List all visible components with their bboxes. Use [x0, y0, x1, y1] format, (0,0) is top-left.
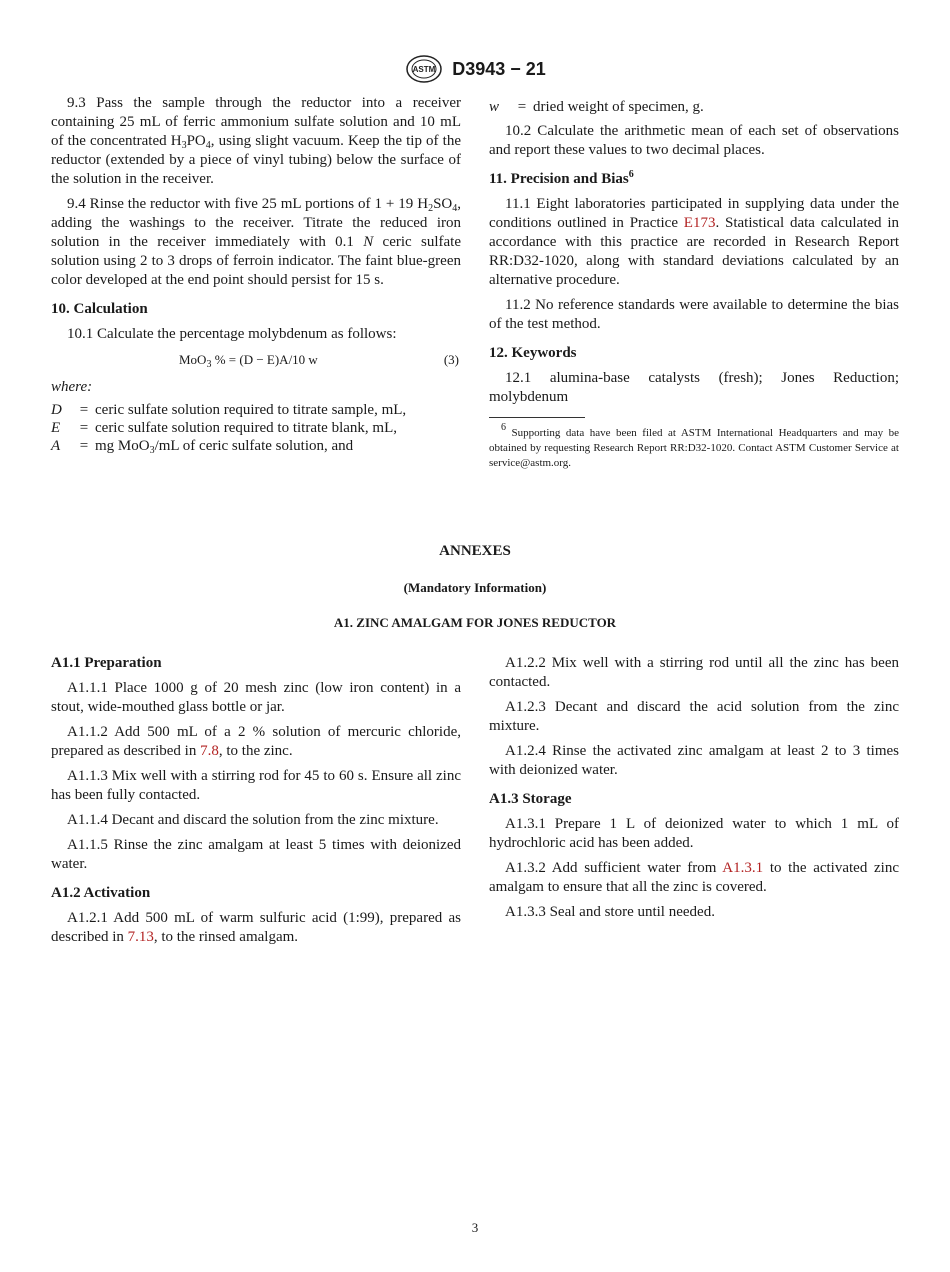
left-column-bottom: [51, 654, 461, 953]
definition-e: E = ceric sulfate solution required to titrate blank, mL,: [51, 420, 397, 436]
equation-number: (3): [443, 352, 459, 367]
definition-d: D = ceric sulfate solution required to titrate sample, mL,: [51, 402, 407, 418]
paragraph-a1-3-3: A1.3.3 Seal and store until needed.: [505, 904, 715, 920]
paragraph-11-1: 11.1 Eight laboratories participated in supplying data under the conditions outlined in Practice E173. Statistical data calculated in accordance with this practice are recorded in Research Report RR:D32-1020, along with standard deviations calculated by an alternative procedure.: [489, 196, 899, 288]
page-header: [0, 54, 950, 84]
paragraph-a1-2-3: A1.2.3 Decant and discard the acid solution from the zinc mixture.: [489, 699, 899, 734]
reference-link-a1-3-1[interactable]: A1.3.1: [722, 860, 764, 876]
section-heading-precision-bias: 11. Precision and Bias$^6$: [489, 169, 634, 187]
paragraph-a1-1-2: A1.1.2 Add 500 mL of a 2 % solution of mercuric chloride, prepared as described in 7.8, to the zinc.: [51, 724, 461, 759]
paragraph-9-4: 9.4 Rinse the reductor with five 25 mL portions of 1 + 19 $H_2SO_4$, adding the washings to the receiver. Titrate the reduced iron solution in the receiver immediately with 0.1 N ceric sulfate solution using 2 to 3 drops of ferroin indicator. The faint blue-green color developed at the end point should persist for 15 s.: [51, 196, 461, 288]
paragraph-a1-3-1: A1.3.1 Prepare 1 L of deionized water to which 1 mL of hydrochloric acid has been added.: [489, 816, 899, 851]
page-number: 3: [471, 1220, 479, 1235]
paragraph-a1-3-2: A1.3.2 Add sufficient water from A1.3.1 to the activated zinc amalgam to ensure that all the zinc is covered.: [489, 860, 899, 895]
paragraph-a1-2-1: A1.2.1 Add 500 mL of warm sulfuric acid (1:99), prepared as described in 7.13, to the rinsed amalgam.: [51, 910, 461, 945]
section-heading-activation: A1.2 Activation: [51, 885, 151, 901]
definition-a: A = mg MoO$_3$/mL of ceric sulfate solution, and: [51, 438, 354, 456]
right-column-top: [489, 98, 899, 471]
section-heading-calculation: 10. Calculation: [51, 301, 148, 317]
reference-link-7-8[interactable]: 7.8: [200, 743, 219, 759]
section-heading-keywords: 12. Keywords: [489, 345, 577, 361]
right-column-bottom: [489, 654, 899, 928]
paragraph-a1-1-4: A1.1.4 Decant and discard the solution from the zinc mixture.: [67, 812, 439, 828]
where-label: where:: [51, 379, 93, 395]
section-heading-preparation: A1.1 Preparation: [51, 655, 162, 671]
paragraph-a1-1-1: A1.1.1 Place 1000 g of 20 mesh zinc (low iron content) in a stout, wide-mouthed glass bottle or jar.: [51, 680, 461, 715]
astm-logo-icon: [404, 54, 444, 84]
paragraph-a1-2-4: A1.2.4 Rinse the activated zinc amalgam at least 2 to 3 times with deionized water.: [489, 743, 899, 778]
svg-text:ASTM: ASTM: [412, 65, 436, 74]
paragraph-a1-1-3: A1.1.3 Mix well with a stirring rod for 45 to 60 s. Ensure all zinc has been fully contacted.: [51, 768, 461, 803]
paragraph-12-1: 12.1 alumina-base catalysts (fresh); Jones Reduction; molybdenum: [489, 370, 899, 405]
paragraph-a1-2-2: A1.2.2 Mix well with a stirring rod until all the zinc has been contacted.: [489, 655, 899, 690]
section-heading-storage: A1.3 Storage: [489, 791, 572, 807]
definition-w: w = dried weight of specimen, g.: [489, 99, 704, 115]
annex-a1-title: A1. ZINC AMALGAM FOR JONES REDUCTOR: [333, 615, 617, 630]
reference-link-7-13[interactable]: 7.13: [127, 929, 154, 945]
paragraph-10-2: 10.2 Calculate the arithmetic mean of each set of observations and report these values to two decimal places.: [489, 123, 899, 158]
paragraph-11-2: 11.2 No reference standards were available to determine the bias of the test method.: [489, 297, 899, 332]
footnote-divider: [489, 417, 585, 418]
footnote-6: $^6$ Supporting data have been filed at ASTM International Headquarters and may be obtained by requesting Research Report RR:D32-1020. Contact ASTM Customer Service at service@astm.org.: [489, 422, 899, 469]
left-column-top: [51, 94, 461, 455]
reference-link-e173[interactable]: E173: [683, 215, 716, 231]
paragraph-a1-1-5: A1.1.5 Rinse the zinc amalgam at least 5 times with deionized water.: [51, 837, 461, 872]
mandatory-information-label: (Mandatory Information): [403, 580, 547, 595]
equation-3: MoO$_3$ % = (D − E)A/10 w (3): [179, 352, 459, 370]
paragraph-10-1: 10.1 Calculate the percentage molybdenum as follows:: [67, 326, 397, 342]
annexes-title: ANNEXES: [439, 543, 511, 559]
paragraph-9-3: 9.3 Pass the sample through the reductor into a receiver containing 25 mL of ferric ammonium sulfate solution and 10 mL of the concentrated $H_3PO_4$, using slight vacuum. Keep the tip of the reductor (extended by a piece of vinyl tubing) below the surface of the solution in the receiver.: [51, 95, 461, 187]
document-designation: D3943 − 21: [452, 58, 546, 79]
